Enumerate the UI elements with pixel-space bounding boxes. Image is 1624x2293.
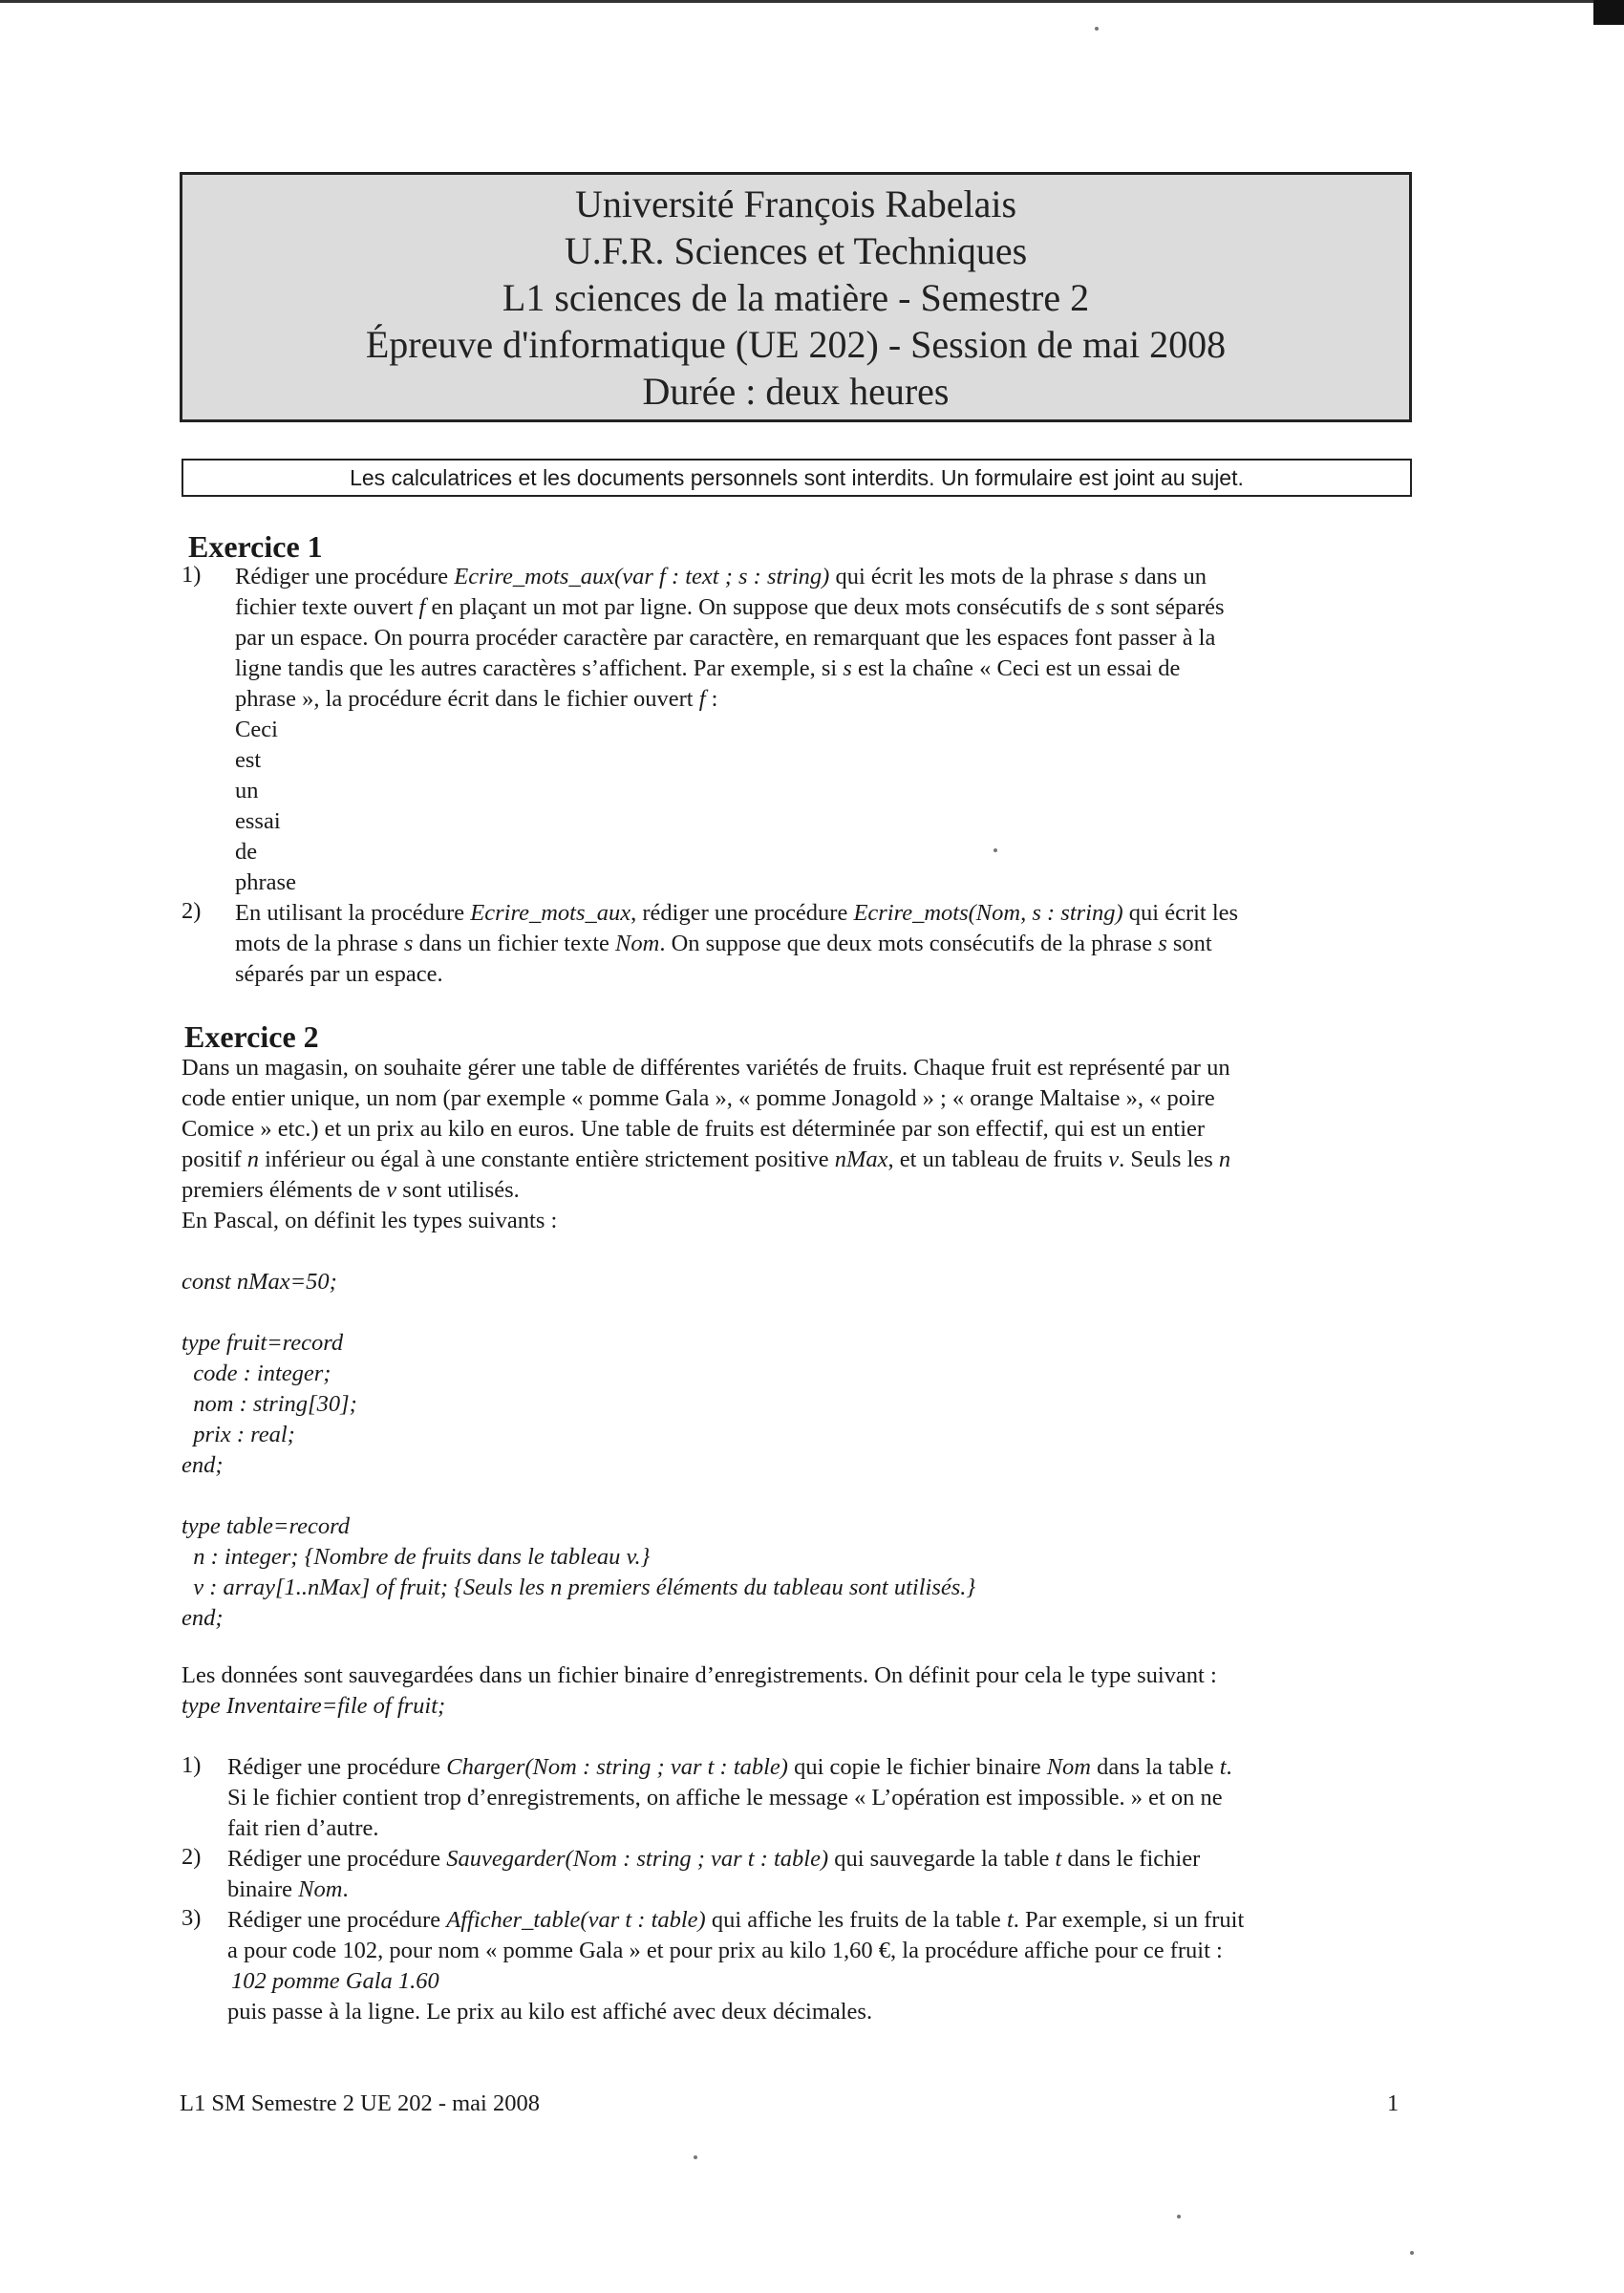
question-number: 2) xyxy=(182,898,202,924)
text-line: séparés par un espace. xyxy=(235,961,443,987)
output-word: essai xyxy=(235,808,281,834)
code-line: nom : string[30]; xyxy=(182,1391,357,1417)
scan-speck xyxy=(1410,2251,1414,2255)
text-line: fait rien d’autre. xyxy=(227,1815,379,1841)
code-line: n : integer; {Nombre de fruits dans le tableau v.} xyxy=(182,1544,651,1570)
scan-speck xyxy=(994,848,997,852)
text-line: fichier texte ouvert f en plaçant un mot par ligne. On suppose que deux mots consécutifs de s sont séparés xyxy=(235,594,1225,620)
question-number: 1) xyxy=(182,562,202,588)
output-word: est xyxy=(235,747,262,773)
question-text xyxy=(235,562,1399,898)
university-name: Université François Rabelais xyxy=(574,182,1017,225)
text-line: ligne tandis que les autres caractères s’affichent. Par exemple, si s est la chaîne « Ceci est un essai de xyxy=(235,655,1181,681)
scan-speck xyxy=(694,2155,697,2159)
exercise-1-title: Exercice 1 xyxy=(188,529,323,564)
code-line: end; xyxy=(182,1452,224,1478)
output-word: de xyxy=(235,839,258,865)
notice-text: Les calculatrices et les documents personnels sont interdits. Un formulaire est joint au sujet. xyxy=(350,464,1244,490)
exercise-2-question-3 xyxy=(182,1905,1399,2027)
text-line: En utilisant la procédure Ecrire_mots_aux, rédiger une procédure Ecrire_mots(Nom, s : string) qui écrit les xyxy=(235,900,1239,926)
text-line: par un espace. On pourra procéder caractère par caractère, en remarquant que les espaces font passer à la xyxy=(235,625,1216,651)
scan-speck xyxy=(1177,2215,1181,2218)
text-line: Comice » etc.) et un prix au kilo en euros. Une table de fruits est déterminée par son effectif, qui est un entier xyxy=(182,1116,1206,1142)
code-blank xyxy=(182,1297,975,1328)
code-line: const nMax=50; xyxy=(182,1269,337,1295)
pascal-code-block xyxy=(182,1267,975,1634)
question-text xyxy=(227,1752,1399,1844)
question-text xyxy=(227,1844,1399,1905)
data-storage-paragraph xyxy=(182,1661,1399,1722)
text-line: En Pascal, on définit les types suivants : xyxy=(182,1208,558,1233)
code-line: type table=record xyxy=(182,1513,350,1539)
exercise-2-title: Exercice 2 xyxy=(184,1019,319,1054)
page-footer: L1 SM Semestre 2 UE 202 - mai 2008 xyxy=(180,2090,540,2116)
text-line: premiers éléments de v sont utilisés. xyxy=(182,1177,520,1203)
text-line: puis passe à la ligne. Le prix au kilo est affiché avec deux décimales. xyxy=(227,1999,873,2025)
exam-title: Épreuve d'informatique (UE 202) - Session de mai 2008 xyxy=(365,322,1227,366)
code-line: code : integer; xyxy=(182,1361,331,1386)
question-text xyxy=(227,1905,1399,2027)
text-line: mots de la phrase s dans un fichier texte Nom. On suppose que deux mots consécutifs de la phrase s sont xyxy=(235,931,1212,956)
code-line: end; xyxy=(182,1605,224,1631)
exam-notice xyxy=(182,459,1412,497)
code-line: prix : real; xyxy=(182,1422,295,1447)
exam-duration: Durée : deux heures xyxy=(642,369,950,413)
exam-header-box xyxy=(180,172,1412,422)
faculty-name: U.F.R. Sciences et Techniques xyxy=(564,228,1028,272)
text-line: Rédiger une procédure Sauvegarder(Nom : string ; var t : table) qui sauvegarde la table t dans le fichier xyxy=(227,1846,1201,1872)
scan-speck xyxy=(1095,27,1099,31)
text-line: Rédiger une procédure Ecrire_mots_aux(var f : text ; s : string) qui écrit les mots de la phrase s dans un xyxy=(235,564,1207,589)
text-line: Rédiger une procédure Afficher_table(var t : table) qui affiche les fruits de la table t. Par exemple, si un fruit xyxy=(227,1907,1245,1933)
exercise-2-question-2 xyxy=(182,1844,1399,1905)
exercise-1-question-2 xyxy=(182,898,1399,990)
text-line: phrase », la procédure écrit dans le fichier ouvert f : xyxy=(235,686,718,712)
question-number: 1) xyxy=(182,1752,202,1778)
text-line: Dans un magasin, on souhaite gérer une table de différentes variétés de fruits. Chaque fruit est représenté par un xyxy=(182,1055,1230,1081)
text-line: Si le fichier contient trop d’enregistrements, on affiche le message « L’opération est impossible. » et on ne xyxy=(227,1785,1223,1811)
code-blank xyxy=(182,1481,975,1511)
text-line: Les données sont sauvegardées dans un fichier binaire d’enregistrements. On définit pour cela le type suivant : xyxy=(182,1662,1217,1688)
text-line: positif n inférieur ou égal à une constante entière strictement positive nMax, et un tableau de fruits v. Seuls les n xyxy=(182,1146,1231,1172)
exercise-1-question-1 xyxy=(182,562,1399,898)
example-output: 102 pomme Gala 1.60 xyxy=(231,1968,439,1994)
code-line: type fruit=record xyxy=(182,1330,344,1356)
output-word: phrase xyxy=(235,869,296,895)
output-word: Ceci xyxy=(235,717,278,742)
output-word: un xyxy=(235,778,259,804)
exercise-2-intro xyxy=(182,1053,1399,1236)
text-line: binaire Nom. xyxy=(227,1876,349,1902)
question-text xyxy=(235,898,1399,990)
page-number: 1 xyxy=(1387,2090,1400,2116)
type-line: type Inventaire=file of fruit; xyxy=(182,1693,446,1719)
text-line: a pour code 102, pour nom « pomme Gala » et pour prix au kilo 1,60 €, la procédure affiche pour ce fruit : xyxy=(227,1938,1223,1963)
text-line: Rédiger une procédure Charger(Nom : string ; var t : table) qui copie le fichier binaire Nom dans la table t. xyxy=(227,1754,1232,1780)
exercise-2-question-1 xyxy=(182,1752,1399,1844)
question-number: 2) xyxy=(182,1844,202,1870)
code-line: v : array[1..nMax] of fruit; {Seuls les n premiers éléments du tableau sont utilisés.} xyxy=(182,1575,976,1600)
question-number: 3) xyxy=(182,1905,202,1931)
scan-corner-mark xyxy=(1593,0,1624,25)
scan-top-border xyxy=(0,0,1624,3)
course-level: L1 sciences de la matière - Semestre 2 xyxy=(502,275,1090,319)
text-line: code entier unique, un nom (par exemple « pomme Gala », « pomme Jonagold » ; « orange Maltaise », « poire xyxy=(182,1085,1215,1111)
